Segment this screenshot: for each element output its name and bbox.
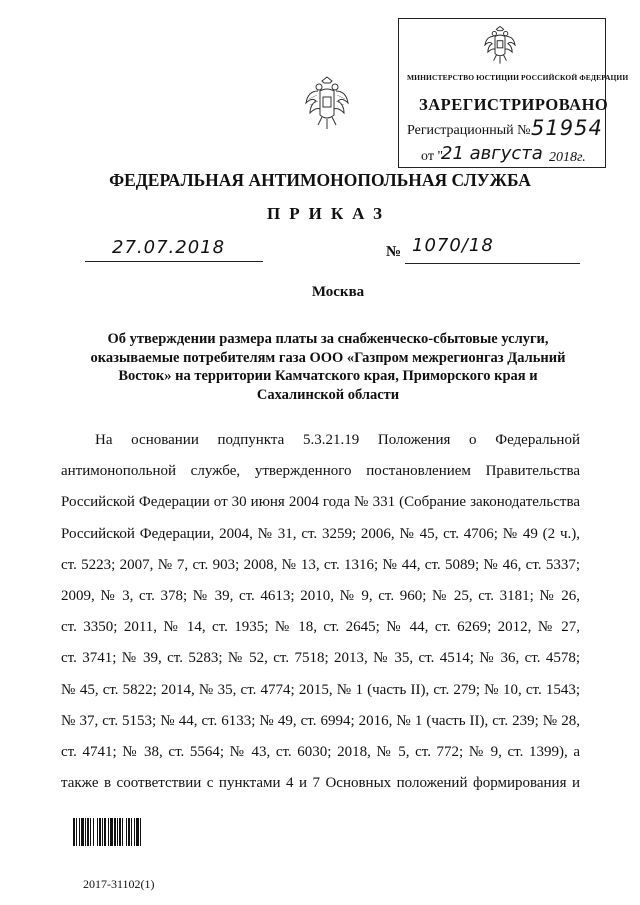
order-date: 27.07.2018 [112, 237, 226, 258]
body-line: № 45, ст. 5822; 2014, № 35, ст. 4774; 2015, № 1 (часть II), ст. 279; № 10, ст. 1543; [61, 681, 580, 698]
number-underline [405, 263, 580, 264]
body-line: ст. 5223; 2007, № 7, ст. 903; 2008, № 13, ст. 1316; № 44, ст. 5089; № 46, ст. 5337; [61, 556, 580, 573]
city: Москва [311, 284, 365, 300]
body-line: также в соответствии с пунктами 4 и 7 Основных положений формирования и [61, 775, 580, 792]
body-line: 2009, № 3, ст. 378; № 39, ст. 4613; 2010, № 9, ст. 960; № 25, ст. 3181; № 26, [61, 588, 580, 605]
registration-stamp [398, 18, 629, 168]
body-line: ст. 3350; 2011, № 14, ст. 1935; № 18, ст. 2645; № 44, ст. 6269; 2012, № 27, [61, 619, 580, 636]
stamp-status: ЗАРЕГИСТРИРОВАНО [419, 95, 609, 114]
document-id: 2017-31102(1) [83, 877, 155, 891]
body-line: № 37, ст. 5153; № 44, ст. 6133; № 49, ст. 6994; 2016, № 1 (часть II), ст. 239; № 28, [61, 712, 580, 729]
document-title: Об утверждении размера платы за снабженческо-сбытовые услуги, оказываемые потребителям газа ООО «Газпром межрегионгаз Дальний Восток» на территории Камчатского края, Приморского края и Сахалинской области [90, 331, 566, 403]
body-line: ст. 3741; № 39, ст. 5283; № 52, ст. 7518; 2013, № 35, ст. 4514; № 36, ст. 4578; [61, 650, 580, 667]
body-line: Российской Федерации, 2004, № 31, ст. 3259; 2006, № 45, ст. 4706; № 49 (2 ч.), [61, 525, 580, 542]
document-type: ПРИКАЗ [267, 204, 391, 223]
body-text [61, 425, 580, 799]
body-line: На основании подпункта 5.3.21.19 Положения о Федеральной [95, 432, 580, 448]
body-line: ст. 4741; № 38, ст. 5564; № 43, ст. 6030; 2018, № 5, ст. 772; № 9, ст. 1399), а [61, 744, 580, 761]
body-line: Российской Федерации от 30 июня 2004 года № 331 (Собрание законодательства [61, 494, 580, 511]
stamp-reg-number: 51954 [531, 116, 603, 140]
number-sign: № [386, 244, 402, 260]
order-number: 1070/18 [412, 235, 494, 256]
date-underline [85, 261, 263, 262]
stamp-date-prefix: от " [421, 149, 444, 164]
stamp-emblem-icon [483, 25, 517, 65]
body-line: антимонопольной службе, утвержденного постановлением Правительства [61, 463, 580, 480]
stamp-date-year: 2018г. [549, 150, 586, 165]
barcode-icon [73, 818, 168, 846]
stamp-date: 21 августа [441, 143, 543, 164]
stamp-ministry: МИНИСТЕРСТВО ЮСТИЦИИ РОССИЙСКОЙ ФЕДЕРАЦИИ [407, 73, 629, 82]
russian-state-emblem-icon [304, 75, 350, 131]
stamp-reg-label: Регистрационный № [407, 123, 531, 138]
agency-name: ФЕДЕРАЛЬНАЯ АНТИМОНОПОЛЬНАЯ СЛУЖБА [109, 170, 531, 190]
